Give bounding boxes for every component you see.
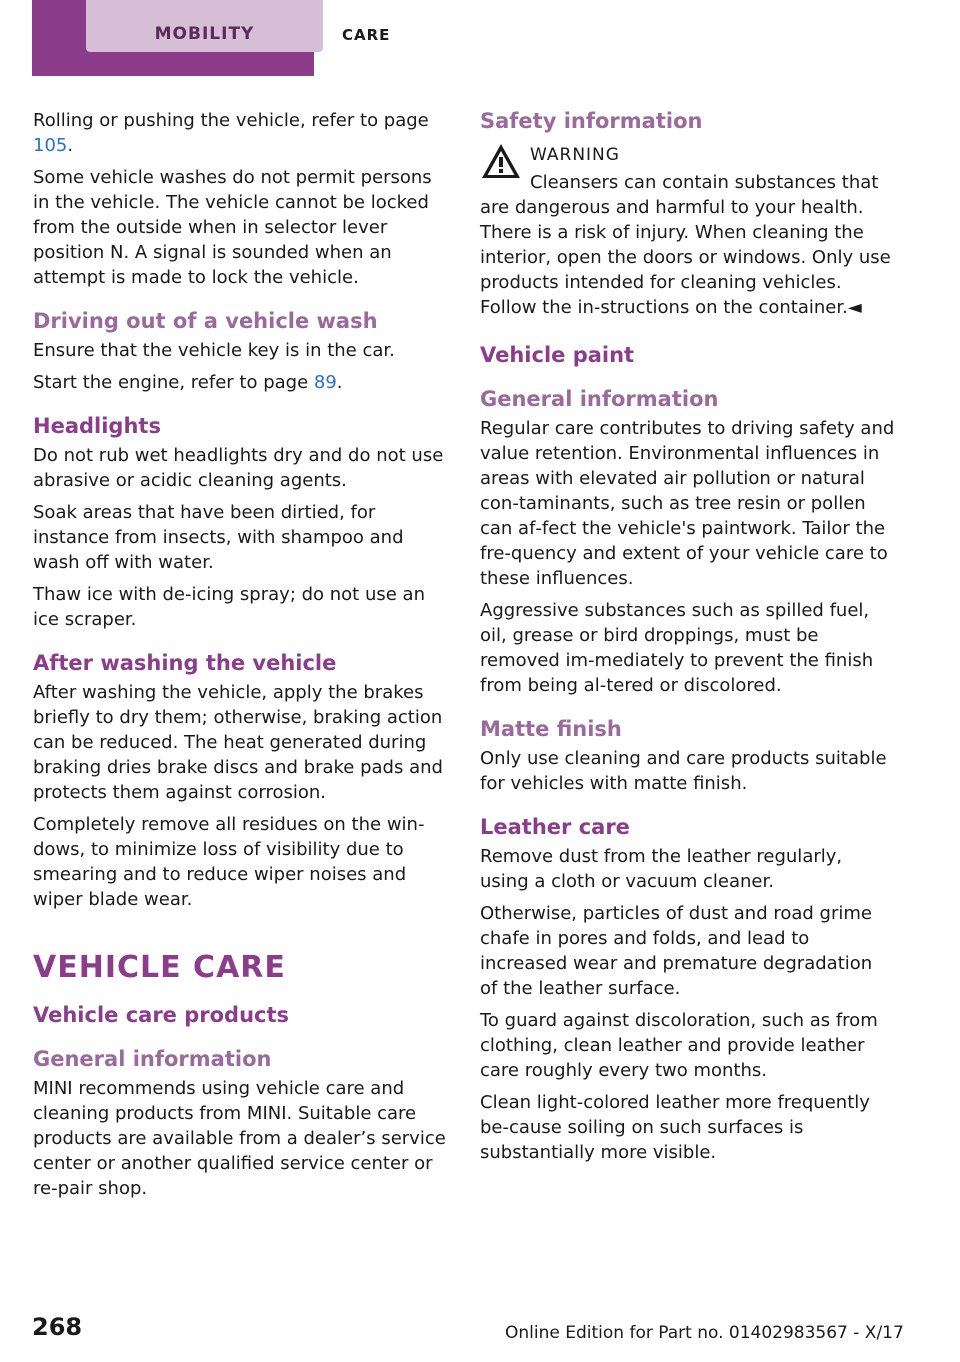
heading-vehicle-care-products: Vehicle care products bbox=[33, 1003, 290, 1027]
paragraph: After washing the vehicle, apply the brakes briefly to dry them; otherwise, braking action can be reduced. The heat generated during braking dries brake discs and brake pads and protects them against corrosion. bbox=[33, 682, 443, 803]
paragraph: Rolling or pushing the vehicle, refer to page 105. bbox=[33, 110, 429, 156]
paragraph: MINI recommends using vehicle care and cleaning products from MINI. Suitable care products are available from a dealer’s service center or another qualified service center or re‐pair shop. bbox=[33, 1078, 446, 1199]
chapter-heading-vehicle-care: VEHICLE CARE bbox=[33, 950, 286, 985]
page-link[interactable]: 105 bbox=[33, 135, 68, 156]
paragraph: Soak areas that have been dirtied, for instance from insects, with shampoo and wash off with water. bbox=[33, 502, 404, 573]
heading-driving-out: Driving out of a vehicle wash bbox=[33, 309, 378, 333]
heading-after-washing: After washing the vehicle bbox=[33, 651, 337, 675]
paragraph: Otherwise, particles of dust and road grime chafe in pores and folds, and lead to increased wear and premature degradation of the leather surface. bbox=[480, 903, 873, 999]
paragraph: To guard against discoloration, such as from clothing, clean leather and provide leather care roughly every two months. bbox=[480, 1010, 878, 1081]
warning-triangle-icon bbox=[480, 142, 522, 180]
left-column bbox=[33, 108, 448, 1208]
paragraph: Start the engine, refer to page 89. bbox=[33, 372, 343, 393]
header-tab-bar bbox=[32, 0, 314, 76]
paragraph: Aggressive substances such as spilled fuel, oil, grease or bird droppings, must be removed im‐mediately to prevent the finish from being al‐tered or discolored. bbox=[480, 600, 874, 696]
heading-general-information: General information bbox=[33, 1047, 272, 1071]
paragraph: Regular care contributes to driving safety and value retention. Environmental influences in areas with elevated air pollution or natural con‐taminants, such as tree resin or pollen can af‐fect the vehicle's paintwork. Tailor the fre‐quency and extent of your vehicle care to these influences. bbox=[480, 418, 895, 589]
page-link[interactable]: 89 bbox=[313, 372, 337, 393]
paragraph: Thaw ice with de-icing spray; do not use an ice scraper. bbox=[33, 584, 425, 630]
footer-edition: Online Edition for Part no. 01402983567 - X/17 bbox=[505, 1323, 904, 1343]
paragraph: Clean light-colored leather more frequently be‐cause soiling on such surfaces is substantially more visible. bbox=[480, 1092, 870, 1163]
warning-text: Cleansers can contain substances that are dangerous and harmful to your health. There is a risk of injury. When cleaning the interior, open the doors or windows. Only use products intended for cleaning vehicles. Follow the in‐structions on the container.◄ bbox=[480, 172, 891, 318]
page-number: 268 bbox=[32, 1313, 83, 1341]
tab-mobility[interactable]: MOBILITY bbox=[86, 0, 323, 52]
heading-leather-care: Leather care bbox=[480, 815, 630, 839]
paragraph: Some vehicle washes do not permit persons in the vehicle. The vehicle cannot be locked from the outside when in selector lever position N. A signal is sounded when an attempt is made to lock the vehicle. bbox=[33, 167, 432, 288]
paragraph: Only use cleaning and care products suitable for vehicles with matte finish. bbox=[480, 748, 887, 794]
paragraph: Ensure that the vehicle key is in the car. bbox=[33, 340, 395, 361]
paragraph: Completely remove all residues on the win‐dows, to minimize loss of visibility due to smearing and to reduce wiper noises and wiper blade wear. bbox=[33, 814, 425, 910]
warning-title: WARNING bbox=[530, 145, 620, 165]
right-column bbox=[480, 108, 895, 1172]
heading-safety-information: Safety information bbox=[480, 109, 703, 133]
paragraph: Remove dust from the leather regularly, using a cloth or vacuum cleaner. bbox=[480, 846, 843, 892]
tab-care[interactable]: CARE bbox=[342, 26, 391, 44]
paragraph: Do not rub wet headlights dry and do not use abrasive or acidic cleaning agents. bbox=[33, 445, 444, 491]
heading-general-information: General information bbox=[480, 387, 719, 411]
heading-headlights: Headlights bbox=[33, 414, 161, 438]
heading-vehicle-paint: Vehicle paint bbox=[480, 343, 635, 367]
heading-matte-finish: Matte finish bbox=[480, 717, 622, 741]
